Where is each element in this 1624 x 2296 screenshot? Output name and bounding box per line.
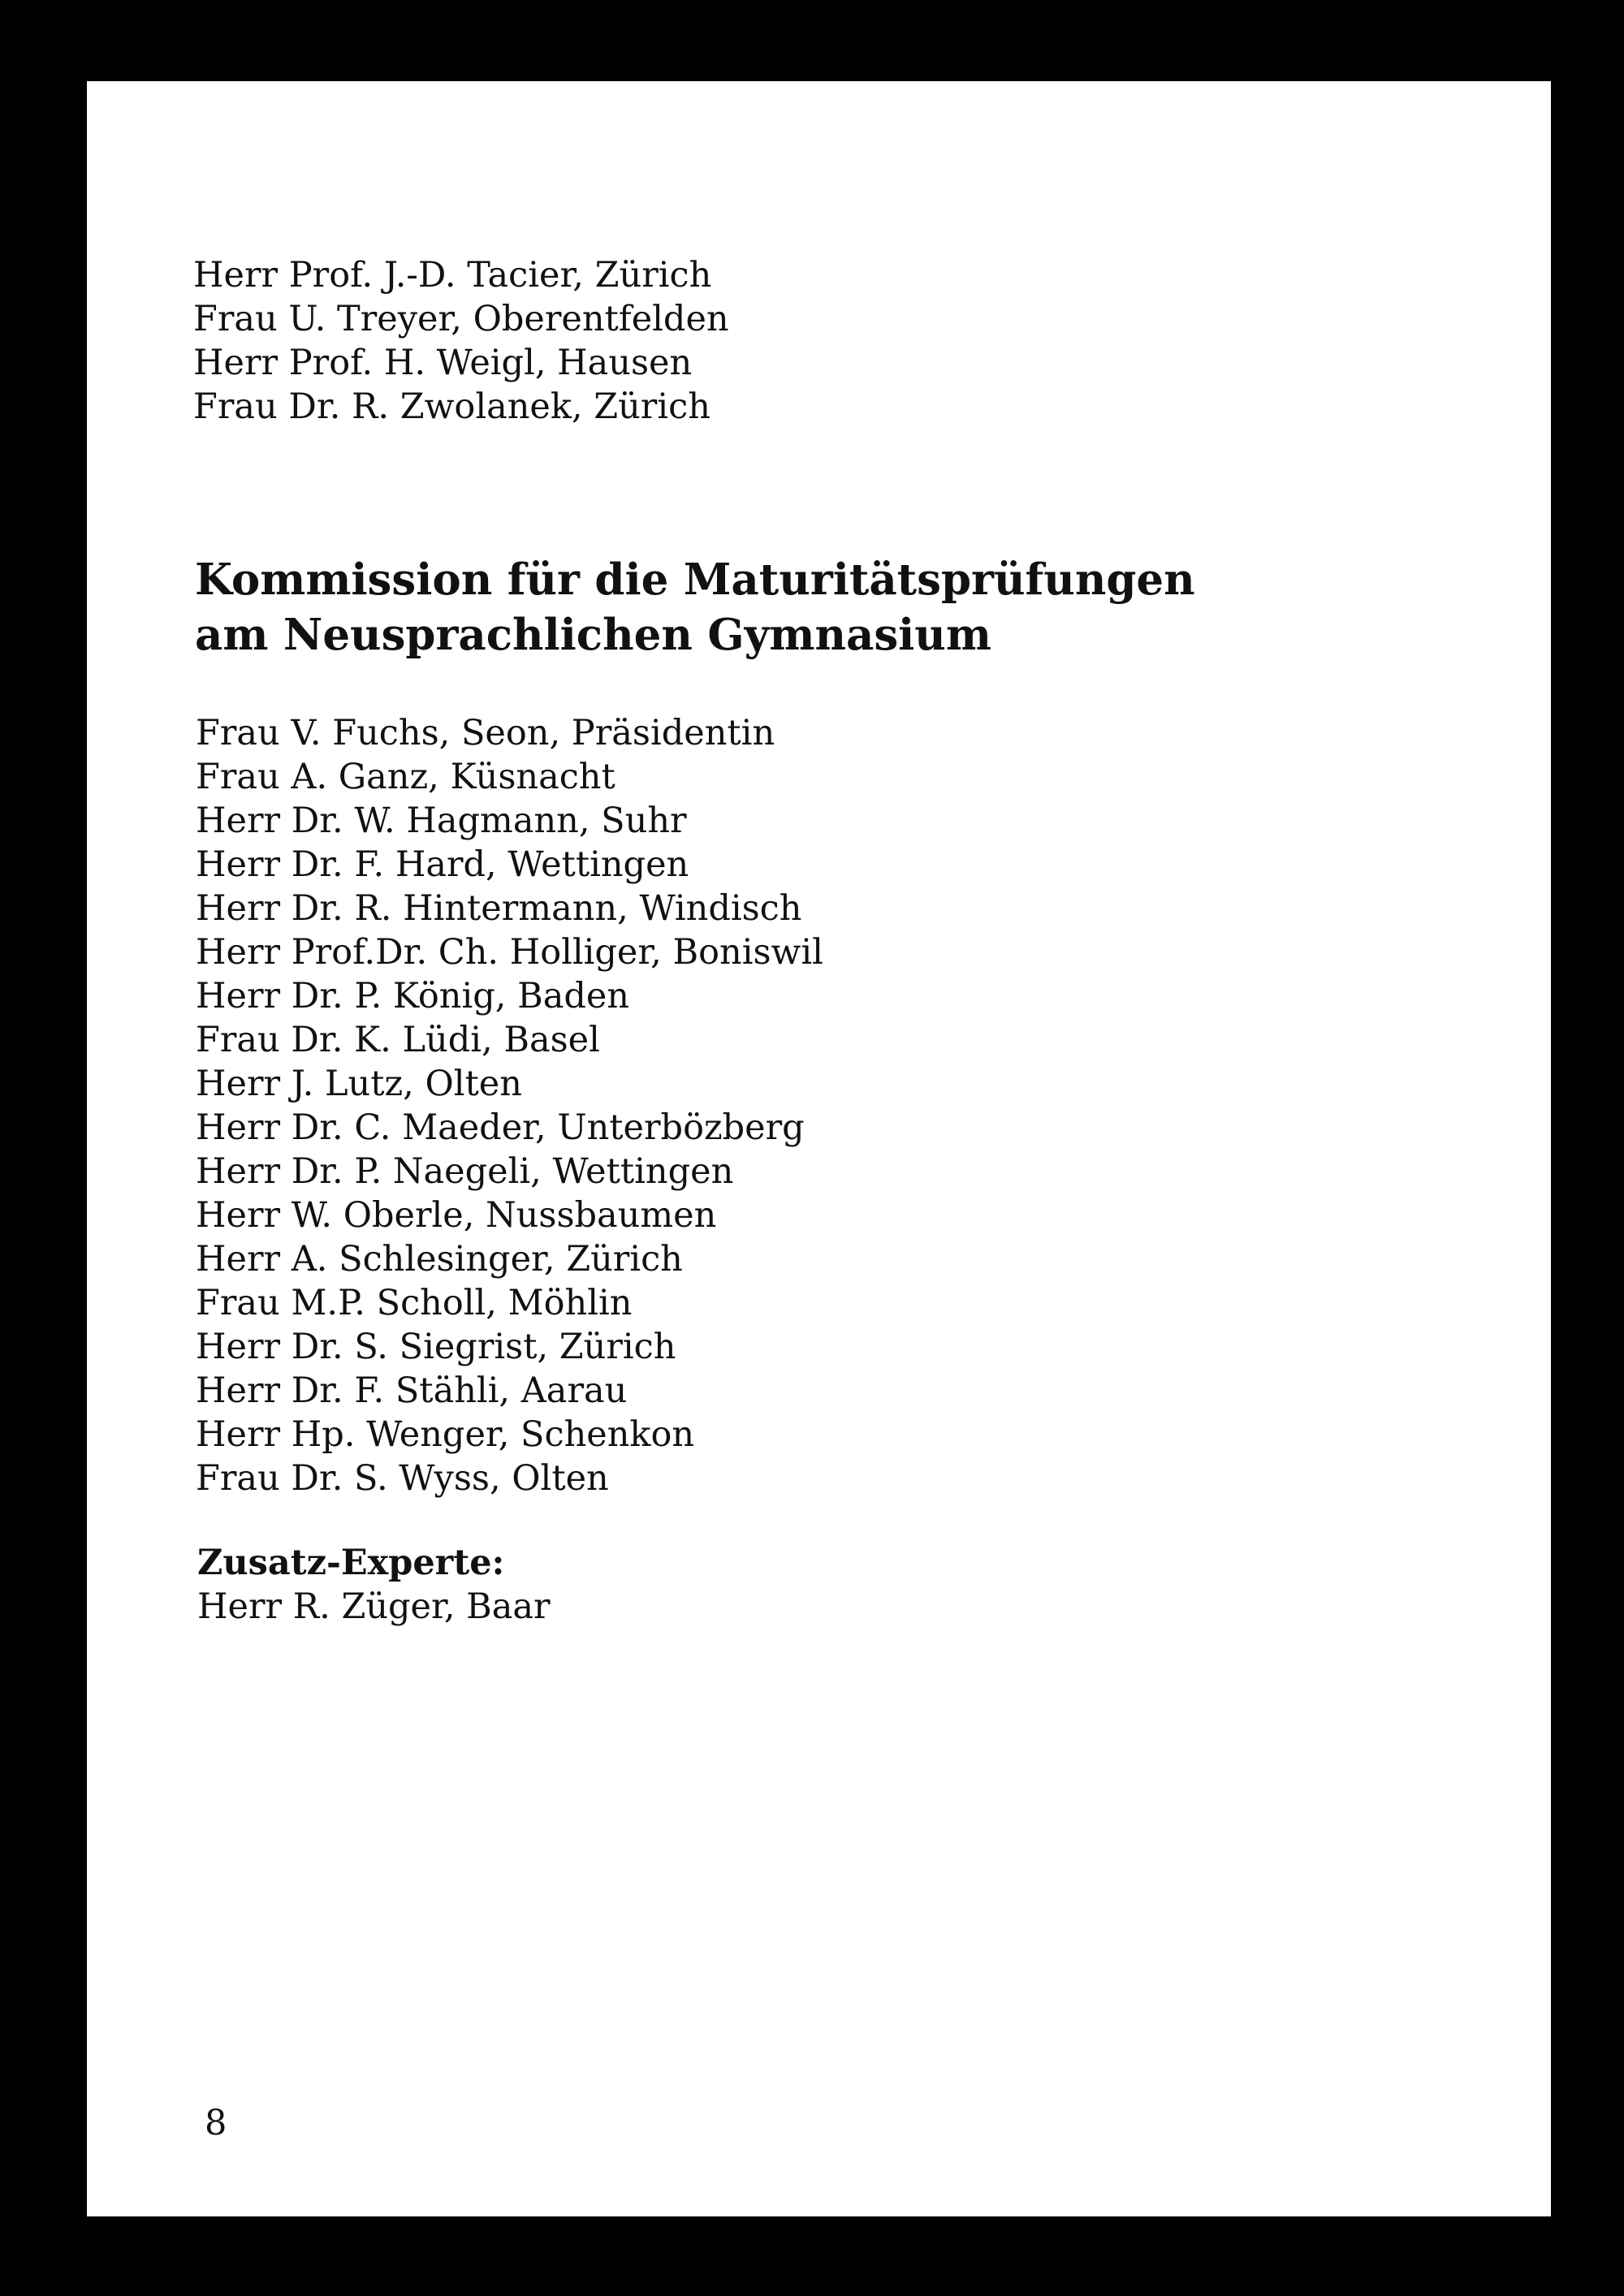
list-item: Herr J. Lutz, Olten — [196, 1064, 522, 1104]
list-item: Frau A. Ganz, Küsnacht — [196, 757, 615, 797]
list-item: Herr Dr. P. Naegeli, Wettingen — [196, 1151, 734, 1192]
list-item: Herr Dr. S. Siegrist, Zürich — [196, 1327, 676, 1367]
commission-members-list — [196, 711, 823, 1500]
commission-heading-line-1: Kommission für die Maturitätsprüfungen — [195, 555, 1195, 605]
list-item: Herr A. Schlesinger, Zürich — [196, 1239, 683, 1280]
list-item: Herr Dr. F. Stähli, Aarau — [196, 1370, 628, 1411]
list-item: Herr Dr. C. Maeder, Unterbözberg — [196, 1107, 805, 1148]
extra-expert-label: Zusatz-Experte: — [197, 1543, 505, 1583]
document-page — [87, 81, 1551, 2216]
list-item: Herr Dr. P. König, Baden — [196, 976, 629, 1016]
previous-members-list — [193, 253, 729, 429]
list-item: Frau V. Fuchs, Seon, Präsidentin — [196, 713, 775, 753]
page-number: 8 — [205, 2103, 227, 2143]
list-item: Herr Dr. R. Hintermann, Windisch — [196, 888, 802, 929]
list-item: Herr Prof.Dr. Ch. Holliger, Boniswil — [196, 932, 823, 973]
list-item: Frau Dr. K. Lüdi, Basel — [196, 1020, 600, 1060]
list-item: Frau U. Treyer, Oberentfelden — [193, 299, 729, 339]
commission-heading-line-2: am Neusprachlichen Gymnasium — [195, 610, 991, 660]
list-item: Frau Dr. R. Zwolanek, Zürich — [193, 386, 710, 427]
list-item: Herr Dr. W. Hagmann, Suhr — [196, 801, 687, 841]
list-item: Frau Dr. S. Wyss, Olten — [196, 1458, 609, 1499]
list-item: Herr Dr. F. Hard, Wettingen — [196, 844, 689, 885]
commission-heading — [195, 552, 1195, 662]
list-item: Herr W. Oberle, Nussbaumen — [196, 1195, 717, 1236]
list-item: Herr Prof. J.-D. Tacier, Zürich — [193, 255, 712, 296]
list-item: Herr Hp. Wenger, Schenkon — [196, 1414, 695, 1455]
extra-expert-name: Herr R. Züger, Baar — [197, 1586, 551, 1627]
list-item: Herr Prof. H. Weigl, Hausen — [193, 343, 693, 383]
list-item: Frau M.P. Scholl, Möhlin — [196, 1283, 633, 1323]
